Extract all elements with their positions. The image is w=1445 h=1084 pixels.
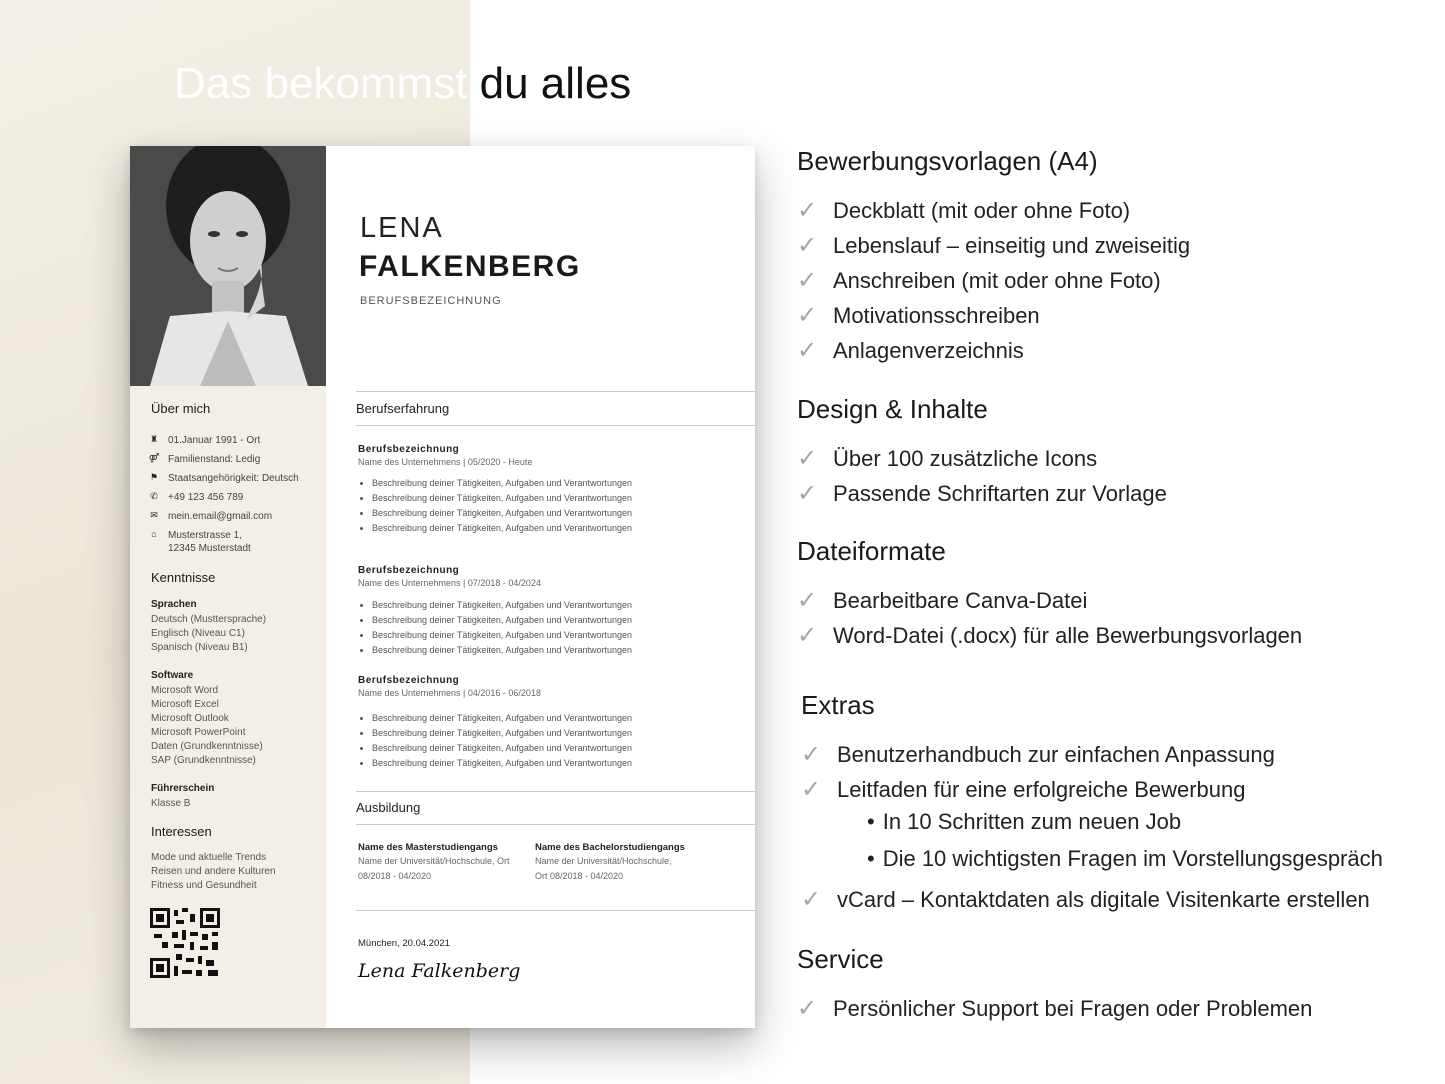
home-icon: ⌂	[151, 529, 157, 539]
interests-list: Mode und aktuelle Trends Reisen und andere Kulturen Fitness und Gesundheit	[151, 852, 276, 891]
software-list: Microsoft Word Microsoft Excel Microsoft Outlook Microsoft PowerPoint Daten (Grundkenntnisse) SAP (Grundkenntnisse)	[151, 685, 263, 766]
profile-photo	[130, 146, 326, 386]
section-heading: Service	[797, 944, 884, 974]
job-title: Berufsbezeichnung	[358, 444, 460, 455]
license-value: Klasse B	[151, 798, 191, 809]
contact-row: ✆ +49 123 456 789	[148, 491, 318, 504]
check-icon: ✓	[797, 622, 818, 649]
feature-subitem: • Die 10 wichtigsten Fragen im Vorstellungsgespräch	[867, 846, 1383, 871]
job-company: Name des Unternehmens | 07/2018 - 04/2024	[358, 578, 541, 588]
divider	[356, 425, 755, 426]
check-icon: ✓	[801, 776, 822, 803]
feature-item: ✓ vCard – Kontaktdaten als digitale Visitenkarte erstellen	[801, 886, 1370, 913]
check-icon: ✓	[797, 232, 818, 259]
education-degree: Name des Masterstudiengangs	[358, 842, 498, 853]
contact-row: ⌂ Musterstrasse 1, 12345 Musterstadt	[148, 529, 318, 555]
education-degree: Name des Bachelorstudiengangs	[535, 842, 685, 853]
flag-icon: ⚑	[149, 472, 159, 482]
cv-job-title: BERUFSBEZEICHNUNG	[360, 295, 502, 307]
contact-row: ✉ mein.email@gmail.com	[148, 510, 318, 523]
education-details: Name der Universität/Hochschule, Ort 08/2018 - 04/2020	[535, 856, 672, 881]
check-icon: ✓	[801, 886, 822, 913]
languages-label: Sprachen	[151, 599, 197, 610]
check-icon: ✓	[797, 445, 818, 472]
check-icon: ✓	[797, 267, 818, 294]
check-icon: ✓	[797, 587, 818, 614]
job-bullets: • Beschreibung deiner Tätigkeiten, Aufgaben und Verantwortungen • Beschreibung deiner Tätigkeiten, Aufgaben und Verantwortungen • Beschreibung deiner Tätigkeiten, Aufgaben und Verantwortungen • Beschreibung deiner Tätigkeiten, Aufgaben und Verantwortungen	[360, 598, 632, 658]
feature-item: ✓ Bearbeitbare Canva-Datei	[797, 587, 1088, 614]
feature-item: ✓ Anlagenverzeichnis	[797, 337, 1024, 364]
headline-part1: Das bekommst	[174, 59, 480, 108]
education-details: Name der Universität/Hochschule, Ort 08/2018 - 04/2020	[358, 856, 510, 881]
section-heading: Bewerbungsvorlagen (A4)	[797, 146, 1098, 176]
feature-item: ✓ Über 100 zusätzliche Icons	[797, 445, 1098, 472]
job-title: Berufsbezeichnung	[358, 565, 460, 576]
divider	[356, 391, 755, 392]
feature-item: ✓ Lebenslauf – einseitig und zweiseitig	[797, 232, 1191, 259]
mail-icon: ✉	[150, 510, 158, 520]
bullet-icon: •	[867, 846, 875, 871]
check-icon: ✓	[801, 741, 822, 768]
feature-subitem: • In 10 Schritten zum neuen Job	[867, 809, 1182, 834]
qr-code-icon	[150, 908, 220, 978]
contact-row: ⚤ Familienstand: Ledig	[148, 453, 261, 465]
check-icon: ✓	[797, 995, 818, 1022]
place-date: München, 20.04.2021	[358, 938, 450, 949]
contact-list	[148, 434, 318, 561]
bullet-icon: •	[867, 809, 875, 834]
feature-item: ✓ Benutzerhandbuch zur einfachen Anpassung	[801, 741, 1275, 768]
job-bullets: • Beschreibung deiner Tätigkeiten, Aufgaben und Verantwortungen • Beschreibung deiner Tätigkeiten, Aufgaben und Verantwortungen • Beschreibung deiner Tätigkeiten, Aufgaben und Verantwortungen • Beschreibung deiner Tätigkeiten, Aufgaben und Verantwortungen	[360, 711, 632, 771]
feature-item: ✓ Motivationsschreiben	[797, 302, 1040, 329]
feature-item: ✓ Word-Datei (.docx) für alle Bewerbungsvorlagen	[797, 622, 1303, 649]
section-heading: Extras	[801, 690, 875, 720]
cv-last-name: FALKENBERG	[359, 250, 581, 283]
rings-icon: ⚤	[148, 453, 160, 463]
interests-heading: Interessen	[151, 824, 212, 839]
feature-item: ✓ Leitfaden für eine erfolgreiche Bewerbung	[801, 776, 1246, 803]
cv-preview	[130, 146, 755, 1028]
check-icon: ✓	[797, 337, 818, 364]
signature: Lena Falkenberg	[358, 960, 521, 982]
divider	[356, 824, 755, 825]
check-icon: ✓	[797, 197, 818, 224]
contact-row: ⚑ Staatsangehörigkeit: Deutsch	[149, 472, 299, 484]
feature-item: ✓ Deckblatt (mit oder ohne Foto)	[797, 197, 1131, 224]
feature-item: ✓ Persönlicher Support bei Fragen oder Problemen	[797, 995, 1313, 1022]
cake-icon: ♜	[149, 434, 159, 444]
divider	[356, 791, 755, 792]
feature-item: ✓ Anschreiben (mit oder ohne Foto)	[797, 267, 1161, 294]
headline-part2: du alles	[479, 59, 632, 108]
profile-photo-illustration	[130, 146, 326, 386]
skills-heading: Kenntnisse	[151, 570, 216, 585]
section-heading: Design & Inhalte	[797, 394, 988, 424]
job-company: Name des Unternehmens | 05/2020 - Heute	[358, 457, 533, 467]
headline	[174, 56, 631, 112]
job-company: Name des Unternehmens | 04/2016 - 06/2018	[358, 688, 541, 698]
languages-list: Deutsch (Musttersprache) Englisch (Niveau C1) Spanisch (Niveau B1)	[151, 614, 267, 653]
check-icon: ✓	[797, 302, 818, 329]
software-label: Software	[151, 670, 194, 681]
feature-item: ✓ Passende Schriftarten zur Vorlage	[797, 480, 1167, 507]
license-label: Führerschein	[151, 783, 215, 794]
divider	[356, 910, 755, 911]
job-bullets: • Beschreibung deiner Tätigkeiten, Aufgaben und Verantwortungen • Beschreibung deiner Tätigkeiten, Aufgaben und Verantwortungen • Beschreibung deiner Tätigkeiten, Aufgaben und Verantwortungen • Beschreibung deiner Tätigkeiten, Aufgaben und Verantwortungen	[360, 476, 632, 536]
contact-row: ♜ 01.Januar 1991 - Ort	[149, 434, 261, 446]
phone-icon: ✆	[150, 491, 158, 501]
experience-heading: Berufserfahrung	[356, 401, 450, 416]
cv-first-name: LENA	[360, 212, 444, 244]
job-title: Berufsbezeichnung	[358, 675, 460, 686]
section-heading: Dateiformate	[797, 536, 946, 566]
check-icon: ✓	[797, 480, 818, 507]
education-heading: Ausbildung	[356, 800, 421, 815]
about-heading: Über mich	[151, 401, 211, 416]
